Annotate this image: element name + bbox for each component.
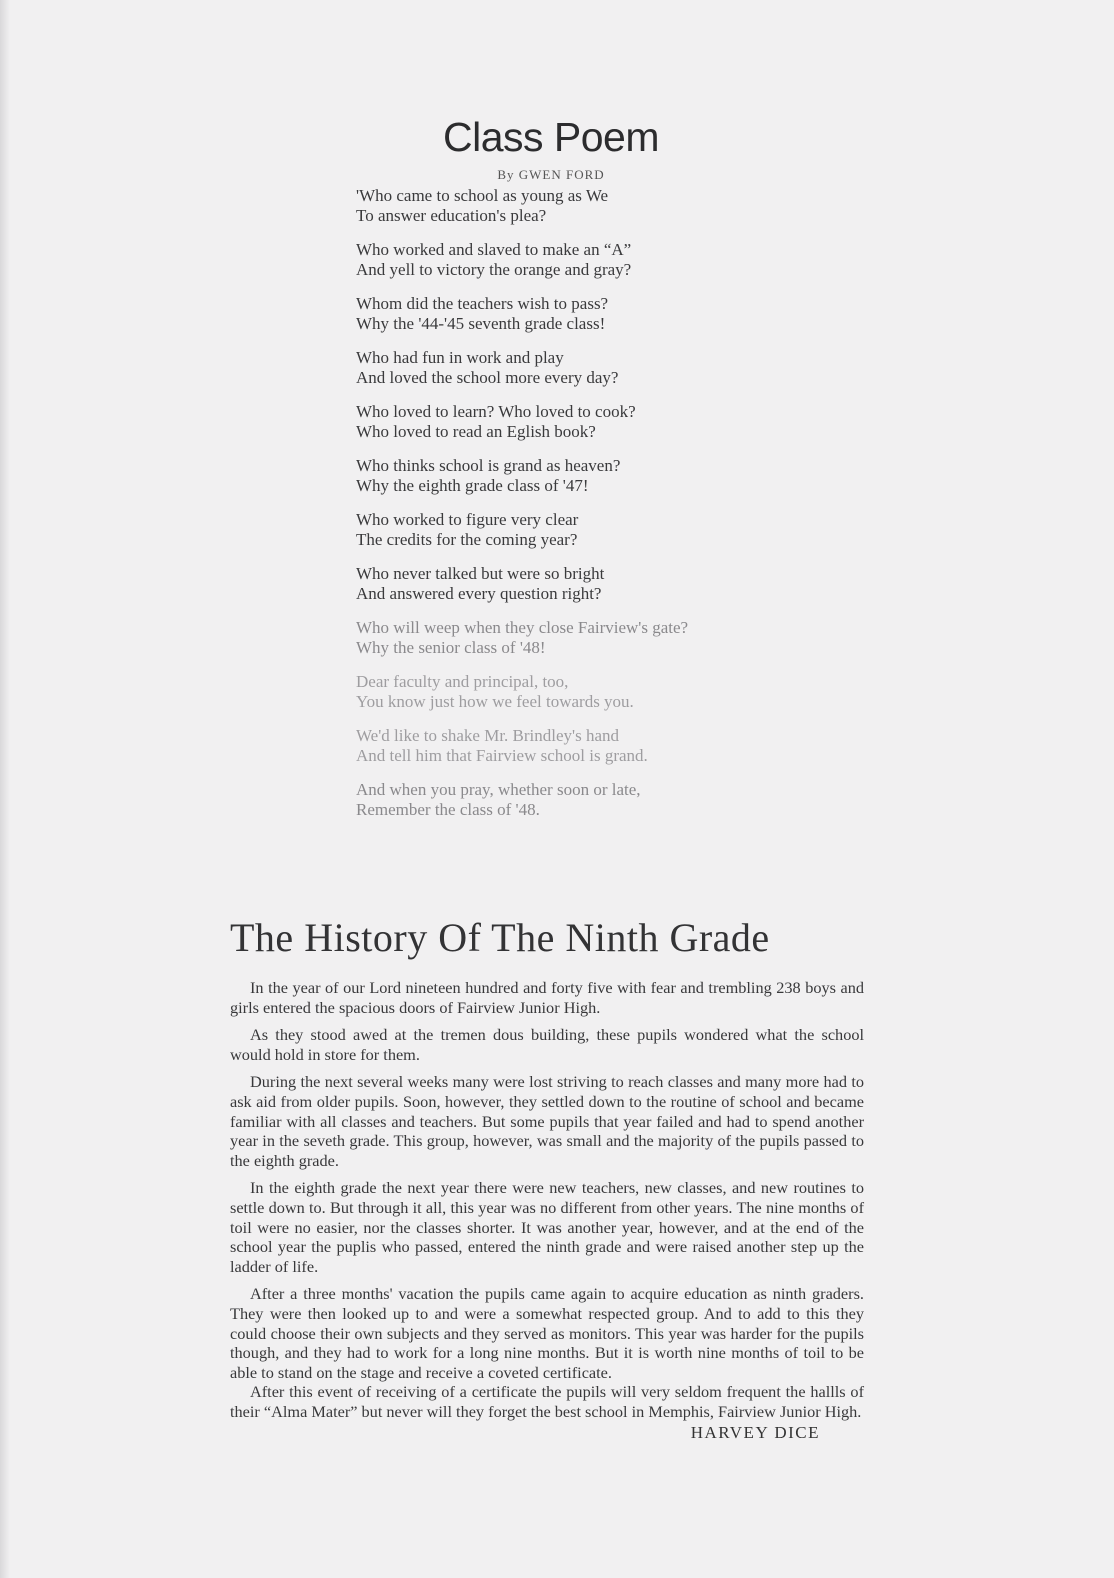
- poem-line: Why the '44-'45 seventh grade class!: [356, 314, 606, 333]
- ninth-grade-history-section: [230, 910, 864, 1443]
- poem-stanza: [356, 348, 796, 388]
- poem-line: Who loved to read an Eglish book?: [356, 422, 596, 441]
- history-paragraph: In the year of our Lord nineteen hundred and forty five with fear and trembling 238 boys and girls entered the spacious doors of Fairview Junior High.: [230, 978, 864, 1017]
- poem-line: Why the eighth grade class of '47!: [356, 476, 589, 495]
- class-poem-section: [356, 108, 796, 834]
- poem-line: Who loved to learn? Who loved to cook?: [356, 402, 636, 421]
- poem-line: And loved the school more every day?: [356, 368, 619, 387]
- poem-stanza: [356, 726, 796, 766]
- poem-line: And when you pray, whether soon or late,: [356, 780, 641, 799]
- poem-stanza: [356, 780, 796, 820]
- poem-line: Remember the class of '48.: [356, 800, 540, 819]
- poem-stanza: [356, 294, 796, 334]
- history-paragraph: During the next several weeks many were lost striving to reach classes and many more had to ask aid from older pupils. Soon, however, they settled down to the routine of school and became familiar with all classes and teachers. But some pupils that year failed and had to spend another year in the seveth grade. This group, however, was small and the majority of the pupils passed to the eighth grade.: [230, 1072, 864, 1170]
- history-paragraph: After this event of receiving of a certificate the pupils will very seldom frequent the hallls of their “Alma Mater” but never will they forget the best school in Memphis, Fairview Junior High.: [230, 1382, 864, 1421]
- poem-stanza: [356, 510, 796, 550]
- poem-stanza: [356, 564, 796, 604]
- poem-line: The credits for the coming year?: [356, 530, 578, 549]
- poem-line: And tell him that Fairview school is grand.: [356, 746, 648, 765]
- poem-line: Who worked to figure very clear: [356, 510, 579, 529]
- poem-byline: By GWEN FORD: [497, 167, 605, 182]
- poem-stanza: [356, 672, 796, 712]
- poem-line: 'Who came to school as young as We: [356, 186, 609, 205]
- poem-stanza: [356, 618, 796, 658]
- history-paragraph: After a three months' vacation the pupils came again to acquire education as ninth graders. They were then looked up to and were a somewhat respected group. And to add to this they could choose their own subjects and they served as monitors. This year was harder for the pupils though, and they had to work for a long nine months. But it is worth nine months of toil to be able to stand on the stage and receive a coveted certificate.: [230, 1284, 864, 1382]
- poem-line: Why the senior class of '48!: [356, 638, 546, 657]
- poem-line: Whom did the teachers wish to pass?: [356, 294, 609, 313]
- poem-line: Who never talked but were so bright: [356, 564, 605, 583]
- history-title: The History Of The Ninth Grade: [230, 915, 770, 960]
- history-author: HARVEY DICE: [690, 1423, 820, 1443]
- poem-line: Who thinks school is grand as heaven?: [356, 456, 621, 475]
- poem-stanza: [356, 240, 796, 280]
- history-paragraph: In the eighth grade the next year there were new teachers, new classes, and new routines to settle down to. But through it all, this year was no different from other years. The nine months of toil were no easier, nor the classes shorter. It was another year, however, and at the end of the school year the puplis who passed, entered the ninth grade and were raised another step up the ladder of life.: [230, 1178, 864, 1276]
- page-edge-shadow: [0, 0, 10, 1578]
- poem-line: We'd like to shake Mr. Brindley's hand: [356, 726, 620, 745]
- poem-line: And answered every question right?: [356, 584, 602, 603]
- poem-line: Who will weep when they close Fairview's gate?: [356, 618, 689, 637]
- poem-line: Who worked and slaved to make an “A”: [356, 240, 632, 259]
- poem-title: Class Poem: [442, 114, 659, 160]
- poem-stanza: [356, 186, 796, 226]
- poem-line: To answer education's plea?: [356, 206, 547, 225]
- poem-stanza: [356, 456, 796, 496]
- poem-stanza: [356, 402, 796, 442]
- history-paragraph: As they stood awed at the tremen dous building, these pupils wondered what the school would hold in store for them.: [230, 1025, 864, 1064]
- poem-line: Who had fun in work and play: [356, 348, 564, 367]
- poem-line: Dear faculty and principal, too,: [356, 672, 569, 691]
- poem-line: You know just how we feel towards you.: [356, 692, 634, 711]
- poem-line: And yell to victory the orange and gray?: [356, 260, 632, 279]
